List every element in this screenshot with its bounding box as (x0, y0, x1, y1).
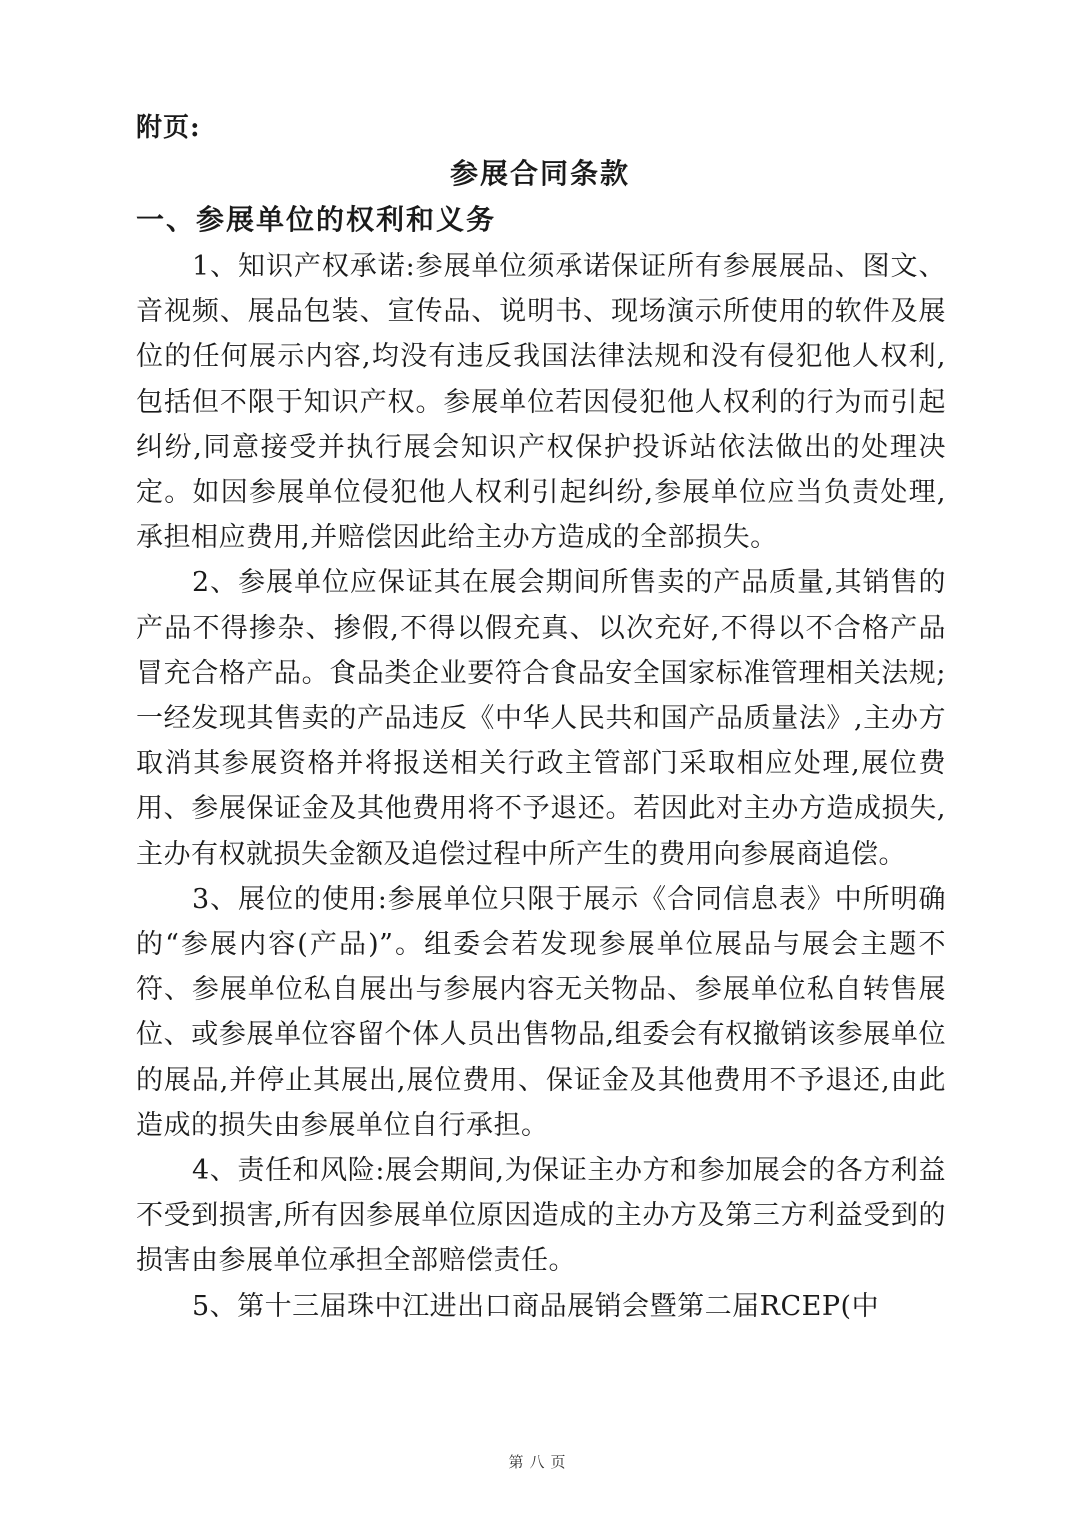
paragraph-product-quality: 2、参展单位应保证其在展会期间所售卖的产品质量,其销售的产品不得掺杂、掺假,不得以假充真、以次充好,不得以不合格产品冒充合格产品。食品类企业要符合食品安全国家标准管理相关法规;一经发现其售卖的产品违反《中华人民共和国产品质量法》,主办方取消其参展资格并将报送相关行政主管部门采取相应处理,展位费用、参展保证金及其他费用将不予退还。若因此对主办方造成损失,主办有权就损失金额及追偿过程中所产生的费用向参展商追偿。 (136, 567, 946, 870)
paragraph-booth-usage: 3、展位的使用:参展单位只限于展示《合同信息表》中所明确的“参展内容(产品)”。组委会若发现参展单位展品与展会主题不符、参展单位私自展出与参展内容无关物品、参展单位私自转售展位、或参展单位容留个体人员出售物品,组委会有权撤销该参展单位的展品,并停止其展出,展位费用、保证金及其他费用不予退还,由此造成的损失由参展单位自行承担。 (136, 883, 946, 1141)
document-title: 参展合同条款 (449, 157, 630, 190)
body-text (136, 244, 946, 1329)
paragraph-ip-commitment: 1、知识产权承诺:参展单位须承诺保证所有参展展品、图文、音视频、展品包装、宣传品、说明书、现场演示所使用的软件及展位的任何展示内容,均没有违反我国法律法规和没有侵犯他人权利,包括但不限于知识产权。参展单位若因侵犯他人权利的行为而引起纠纷,同意接受并执行展会知识产权保护投诉站依法做出的处理决定。如因参展单位侵犯他人权利引起纠纷,参展单位应当负责处理,承担相应费用,并赔偿因此给主办方造成的全部损失。 (136, 251, 946, 554)
page-number: 第八页 (508, 1453, 572, 1471)
paragraph-exhibition-fair: 5、第十三届珠中江进出口商品展销会暨第二届RCEP(中 (192, 1290, 880, 1322)
attachment-label: 附页: (136, 113, 201, 143)
paragraph-liability-risk: 4、责任和风险:展会期间,为保证主办方和参加展会的各方利益不受到损害,所有因参展单位原因造成的主办方及第三方利益受到的损害由参展单位承担全部赔偿责任。 (136, 1155, 946, 1277)
section-heading: 一、参展单位的权利和义务 (136, 203, 497, 236)
